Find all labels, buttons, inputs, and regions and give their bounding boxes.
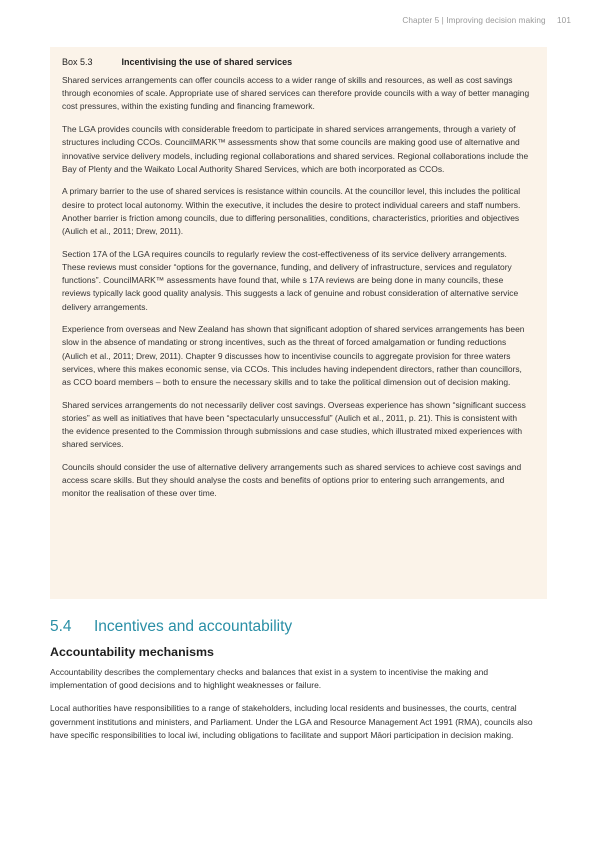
body-paragraph: Local authorities have responsibilities to a range of stakeholders, including local residents and businesses, the courts, central government institutions and ministers, and Parliament. Under the LGA and Resource Management Act 1991 (RMA), councils also have specific responsibilities to local iwi, including obligations to facilitate and support Māori participation in decision making. bbox=[50, 703, 533, 740]
section-body bbox=[50, 666, 547, 752]
box-paragraph: A primary barrier to the use of shared services is resistance within councils. At the councillor level, this includes the political desire to protect local autonomy. Within the executive, it includes the desire to protect individual careers and staff numbers. Another barrier is friction among councils, due to differing personalities, conditions, characteristics, priorities and objectives (Aulich et al., 2011; Drew, 2011). bbox=[62, 186, 521, 237]
section-title: Incentives and accountability bbox=[94, 618, 293, 635]
section-heading bbox=[50, 618, 292, 636]
box-paragraph: Experience from overseas and New Zealand has shown that significant adoption of shared services arrangements has been slow in the absence of mandating or strong incentives, such as the threat of forced amalgamation or funding reductions (Aulich et al., 2011; Drew, 2011). Chapter 9 discusses how to incentivise councils to aggregate provision for three waters services, where this makes economic sense, via CCOs. This includes having independent directors, rather than councillors, as CCO board members – both to ensure the necessary skills and to take the political dimension out of decision making. bbox=[62, 324, 525, 388]
box-paragraph: Councils should consider the use of alternative delivery arrangements such as shared services to achieve cost savings and access scare skills. But they should analyse the costs and benefits of options prior to entering such arrangements, and monitor the realisation of these over time. bbox=[62, 462, 522, 499]
running-header bbox=[402, 16, 571, 25]
box-paragraph: Section 17A of the LGA requires councils to regularly review the cost-effectiveness of its service delivery arrangements. These reviews must consider “options for the governance, funding, and delivery of infrastructure, services and regulatory functions”. CouncilMARK™ assessments have found that, while s 17A reviews are being done in many councils, these reviews typically lack good quality analysis. This suggests a lack of genuine and robust consideration of alternative service delivery arrangements. bbox=[62, 248, 519, 312]
section-number: 5.4 bbox=[50, 618, 72, 635]
box-paragraph: The LGA provides councils with considerable freedom to participate in shared services arrangements, through a variety of structures including CCOs. CouncilMARK™ assessments show that some councils are making good use of alternative and innovative service delivery models, including regional collaborations and shared services. Regional collaborations include the Bay of Plenty and the Waikato Local Authority Shared Services, which are both incorporated as CCOs. bbox=[62, 124, 529, 174]
box-title: Incentivising the use of shared services bbox=[121, 57, 293, 67]
running-header-title: Chapter 5 | Improving decision making bbox=[402, 16, 546, 25]
page-number: 101 bbox=[557, 16, 571, 25]
box-number: Box 5.3 bbox=[62, 57, 93, 67]
box-paragraph: Shared services arrangements can offer councils access to a wider range of skills and resources, as well as cost savings through economies of scale. Appropriate use of shared services can therefore provide councils with a way of better managing cost pressures, within the existing funding and financing framework. bbox=[62, 75, 530, 112]
box-heading bbox=[62, 56, 531, 69]
body-paragraph: Accountability describes the complementary checks and balances that exist in a system to incentivise the making and implementation of good decisions and to highlight weaknesses or failure. bbox=[50, 667, 489, 691]
subsection-heading: Accountability mechanisms bbox=[50, 645, 214, 659]
box-5-3 bbox=[50, 47, 547, 599]
box-paragraph: Shared services arrangements do not necessarily deliver cost savings. Overseas experience has shown “significant success stories” as well as initiatives that have been “spectacularly unsuccessful” (Aulich et al., 2011, p. 21). This is consistent with the evidence presented to the Commission through submissions and case studies, which illustrated mixed experiences with shared services. bbox=[62, 399, 526, 450]
